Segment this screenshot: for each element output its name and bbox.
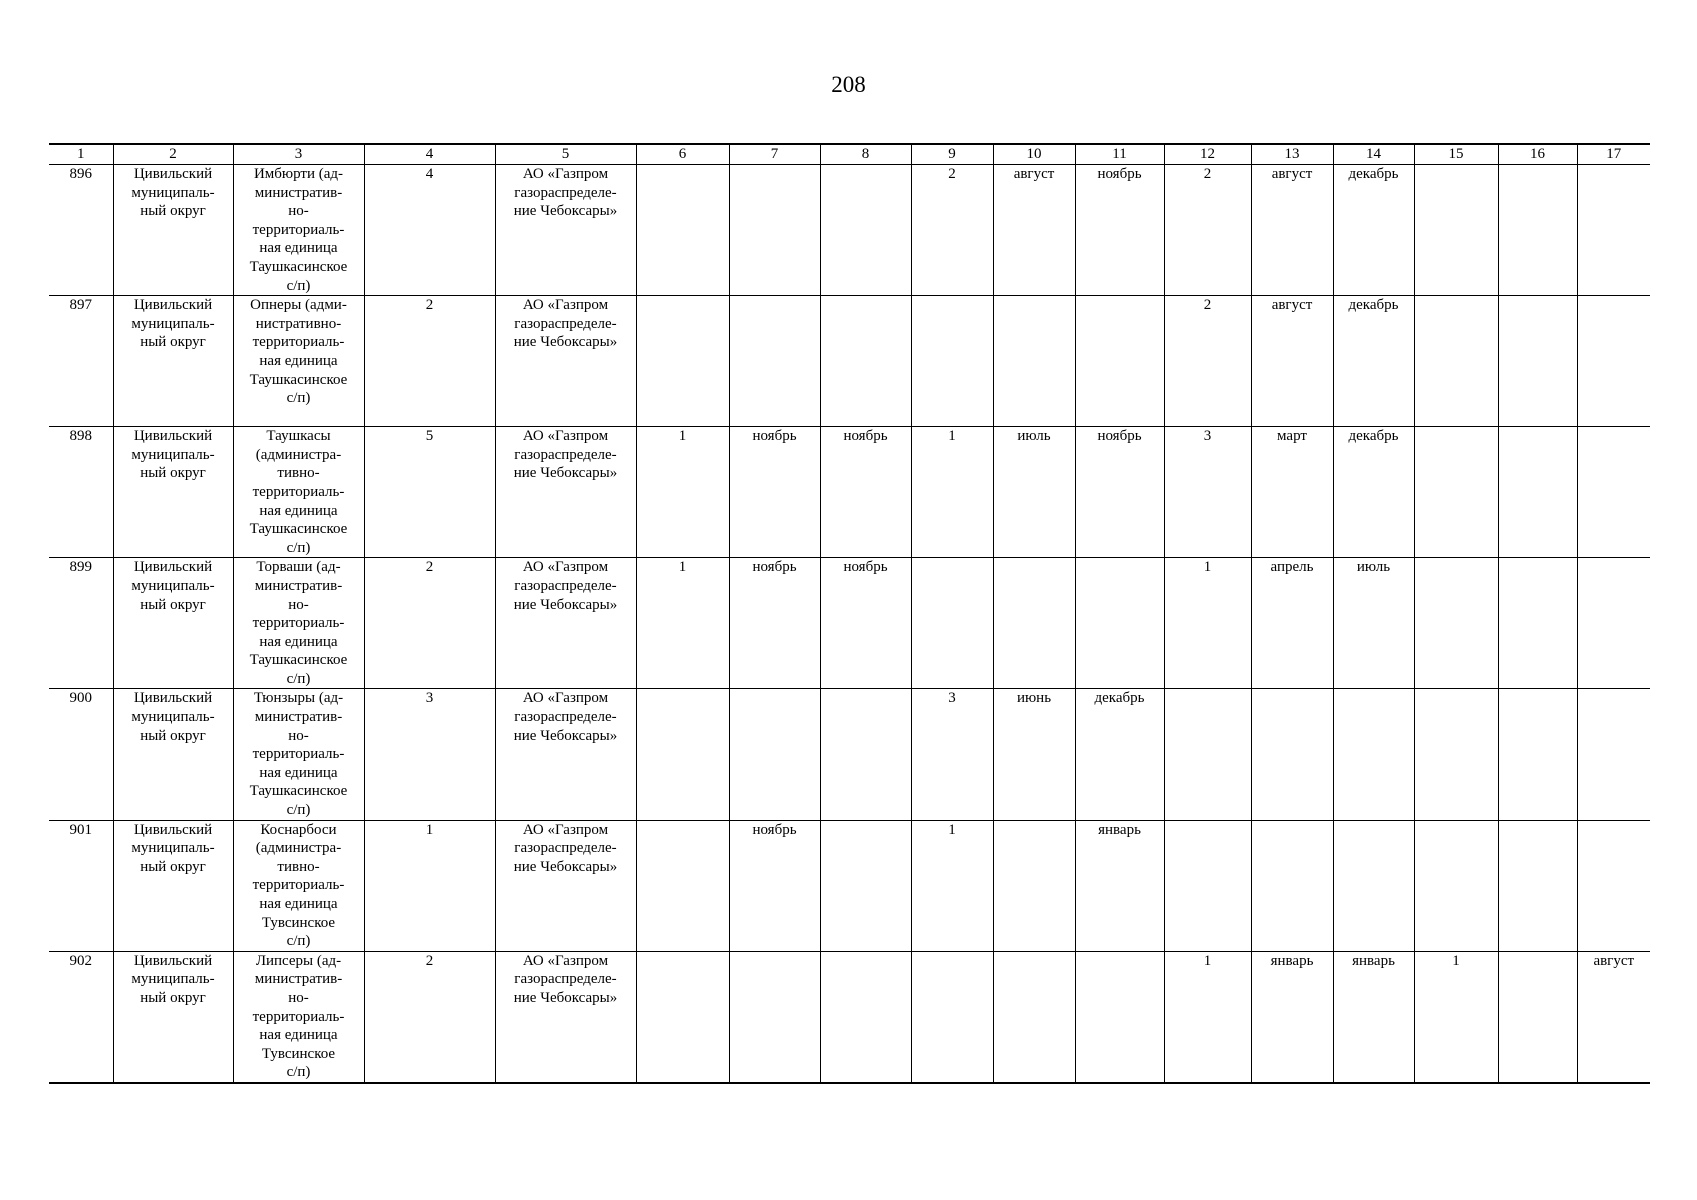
table-cell-col-8: [820, 951, 911, 1083]
table-cell-col-4: 2: [364, 296, 495, 427]
table-cell-col-2: Цивильский муниципаль- ный округ: [113, 689, 233, 820]
table-cell-col-11: январь: [1075, 820, 1164, 951]
table-cell-col-2: Цивильский муниципаль- ный округ: [113, 296, 233, 427]
table-cell-col-8: [820, 689, 911, 820]
table-cell-col-6: 1: [636, 427, 729, 558]
table-row: [49, 427, 1650, 558]
table-cell-col-3: Липсеры (ад- министратив- но- территориаль- ная единица Тувсинское с/п): [233, 951, 364, 1083]
table-cell-col-12: 2: [1164, 296, 1251, 427]
table-cell-col-10: июнь: [993, 689, 1075, 820]
column-header-5: 5: [495, 144, 636, 165]
table-cell-col-15: [1414, 427, 1498, 558]
table-cell-col-12: 3: [1164, 427, 1251, 558]
table-cell-col-14: [1333, 820, 1414, 951]
table-cell-col-12: 1: [1164, 558, 1251, 689]
column-header-7: 7: [729, 144, 820, 165]
table-cell-col-9: [911, 951, 993, 1083]
table-cell-col-14: декабрь: [1333, 427, 1414, 558]
table-cell-col-14: декабрь: [1333, 296, 1414, 427]
table-cell-col-12: [1164, 820, 1251, 951]
table-cell-col-5: АО «Газпром газораспределе- ние Чебоксары»: [495, 951, 636, 1083]
column-header-17: 17: [1577, 144, 1650, 165]
table-cell-col-3: Таушкасы (администра- тивно- территориаль- ная единица Таушкасинское с/п): [233, 427, 364, 558]
table-cell-col-7: [729, 296, 820, 427]
table-cell-col-11: [1075, 296, 1164, 427]
table-cell-col-2: Цивильский муниципаль- ный округ: [113, 165, 233, 296]
table-cell-col-17: [1577, 427, 1650, 558]
table-cell-col-4: 3: [364, 689, 495, 820]
table-cell-col-17: [1577, 820, 1650, 951]
table-cell-col-11: [1075, 558, 1164, 689]
table-cell-col-3: Тюнзыры (ад- министратив- но- территориаль- ная единица Таушкасинское с/п): [233, 689, 364, 820]
column-header-9: 9: [911, 144, 993, 165]
table-cell-col-13: март: [1251, 427, 1333, 558]
table-cell-col-10: [993, 820, 1075, 951]
table-cell-col-14: январь: [1333, 951, 1414, 1083]
table-cell-col-1: 902: [69, 952, 92, 969]
table-cell-col-3: Опнеры (адми- нистративно- территориаль- ная единица Таушкасинское с/п): [233, 296, 364, 427]
table-cell-col-16: [1498, 820, 1577, 951]
table-cell-col-7: ноябрь: [729, 427, 820, 558]
table-cell-col-7: ноябрь: [729, 820, 820, 951]
table-cell-col-16: [1498, 296, 1577, 427]
table-cell-col-8: [820, 165, 911, 296]
column-header-12: 12: [1164, 144, 1251, 165]
column-header-8: 8: [820, 144, 911, 165]
table-cell-col-16: [1498, 165, 1577, 296]
table-cell-col-5: АО «Газпром газораспределе- ние Чебоксары»: [495, 820, 636, 951]
table-cell-col-1: 896: [69, 166, 92, 182]
table-cell-col-2: Цивильский муниципаль- ный округ: [113, 951, 233, 1083]
table-body: [49, 165, 1650, 1083]
table-cell-col-6: 1: [636, 558, 729, 689]
column-header-4: 4: [364, 144, 495, 165]
table-cell-col-5: АО «Газпром газораспределе- ние Чебоксары»: [495, 689, 636, 820]
table-cell-col-5: АО «Газпром газораспределе- ние Чебоксары»: [495, 296, 636, 427]
column-header-3: 3: [233, 144, 364, 165]
table-cell-col-4: 5: [364, 427, 495, 558]
table-cell-col-9: [911, 296, 993, 427]
table-cell-col-1: 899: [69, 559, 92, 576]
table-cell-col-15: [1414, 296, 1498, 427]
table-cell-col-7: ноябрь: [729, 558, 820, 689]
header-row: [49, 144, 1650, 165]
table-cell-col-6: [636, 165, 729, 296]
table-cell-col-10: [993, 296, 1075, 427]
table-cell-col-11: декабрь: [1075, 689, 1164, 820]
table-cell-col-10: июль: [993, 427, 1075, 558]
table-row: [49, 165, 1650, 296]
column-header-2: 2: [113, 144, 233, 165]
table-cell-col-17: [1577, 165, 1650, 296]
table-cell-col-9: [911, 558, 993, 689]
column-header-16: 16: [1498, 144, 1577, 165]
table-row: [49, 820, 1650, 951]
table-cell-col-15: [1414, 820, 1498, 951]
table-cell-col-17: [1577, 296, 1650, 427]
column-header-15: 15: [1414, 144, 1498, 165]
page-number: 208: [831, 72, 866, 97]
table-cell-col-12: 2: [1164, 165, 1251, 296]
table-cell-col-1: 901: [69, 821, 92, 838]
table-cell-col-1: 898: [69, 428, 92, 445]
table-cell-col-10: [993, 951, 1075, 1083]
table-cell-col-9: 2: [911, 165, 993, 296]
table-cell-col-10: август: [993, 165, 1075, 296]
column-header-6: 6: [636, 144, 729, 165]
table-cell-col-16: [1498, 951, 1577, 1083]
table-cell-col-13: август: [1251, 296, 1333, 427]
table-cell-col-11: ноябрь: [1075, 165, 1164, 296]
table-cell-col-4: 4: [364, 165, 495, 296]
column-header-14: 14: [1333, 144, 1414, 165]
table-cell-col-3: Коснарбоси (администра- тивно- территориаль- ная единица Тувсинское с/п): [233, 820, 364, 951]
column-header-1: 1: [77, 146, 85, 162]
table-cell-col-7: [729, 165, 820, 296]
table-cell-col-14: [1333, 689, 1414, 820]
table-cell-col-16: [1498, 558, 1577, 689]
table-cell-col-12: 1: [1164, 951, 1251, 1083]
table-row: [49, 689, 1650, 820]
table-cell-col-17: [1577, 689, 1650, 820]
table-cell-col-3: Торваши (ад- министратив- но- территориаль- ная единица Таушкасинское с/п): [233, 558, 364, 689]
table-cell-col-15: [1414, 165, 1498, 296]
table-cell-col-11: [1075, 951, 1164, 1083]
table-cell-col-16: [1498, 689, 1577, 820]
table-cell-col-6: [636, 951, 729, 1083]
table-cell-col-7: [729, 951, 820, 1083]
table-cell-col-11: ноябрь: [1075, 427, 1164, 558]
table-cell-col-6: [636, 689, 729, 820]
table-cell-col-8: [820, 296, 911, 427]
table-cell-col-9: 1: [911, 820, 993, 951]
column-header-11: 11: [1075, 144, 1164, 165]
table-cell-col-14: декабрь: [1333, 165, 1414, 296]
table-cell-col-17: [1577, 558, 1650, 689]
table-cell-col-10: [993, 558, 1075, 689]
table-cell-col-15: [1414, 689, 1498, 820]
table-cell-col-6: [636, 820, 729, 951]
table-cell-col-13: апрель: [1251, 558, 1333, 689]
table-cell-col-7: [729, 689, 820, 820]
table-cell-col-12: [1164, 689, 1251, 820]
table-cell-col-9: 1: [911, 427, 993, 558]
table-cell-col-5: АО «Газпром газораспределе- ние Чебоксары»: [495, 165, 636, 296]
table-cell-col-15: 1: [1414, 951, 1498, 1083]
table-cell-col-8: [820, 820, 911, 951]
table-cell-col-15: [1414, 558, 1498, 689]
table-cell-col-5: АО «Газпром газораспределе- ние Чебоксары»: [495, 427, 636, 558]
table-row: [49, 296, 1650, 427]
table-cell-col-13: [1251, 820, 1333, 951]
table-cell-col-8: ноябрь: [820, 427, 911, 558]
table-cell-col-4: 2: [364, 558, 495, 689]
table-cell-col-14: июль: [1333, 558, 1414, 689]
table-cell-col-2: Цивильский муниципаль- ный округ: [113, 427, 233, 558]
table-cell-col-1: 897: [69, 297, 92, 314]
table-cell-col-16: [1498, 427, 1577, 558]
table-cell-col-1: 900: [69, 690, 92, 707]
table-row: [49, 558, 1650, 689]
table-cell-col-4: 2: [364, 951, 495, 1083]
table-cell-col-3: Имбюрти (ад- министратив- но- территориаль- ная единица Таушкасинское с/п): [233, 165, 364, 296]
table-cell-col-13: [1251, 689, 1333, 820]
table-cell-col-6: [636, 296, 729, 427]
table-header: [49, 144, 1650, 165]
table-row: [49, 951, 1650, 1083]
column-header-13: 13: [1251, 144, 1333, 165]
column-header-10: 10: [993, 144, 1075, 165]
table-cell-col-9: 3: [911, 689, 993, 820]
table-cell-col-5: АО «Газпром газораспределе- ние Чебоксары»: [495, 558, 636, 689]
schedule-table: [49, 143, 1650, 1084]
table-cell-col-17: август: [1577, 951, 1650, 1083]
table-cell-col-13: август: [1251, 165, 1333, 296]
table-cell-col-2: Цивильский муниципаль- ный округ: [113, 820, 233, 951]
table-cell-col-4: 1: [364, 820, 495, 951]
table-cell-col-8: ноябрь: [820, 558, 911, 689]
table-cell-col-2: Цивильский муниципаль- ный округ: [113, 558, 233, 689]
table-cell-col-13: январь: [1251, 951, 1333, 1083]
